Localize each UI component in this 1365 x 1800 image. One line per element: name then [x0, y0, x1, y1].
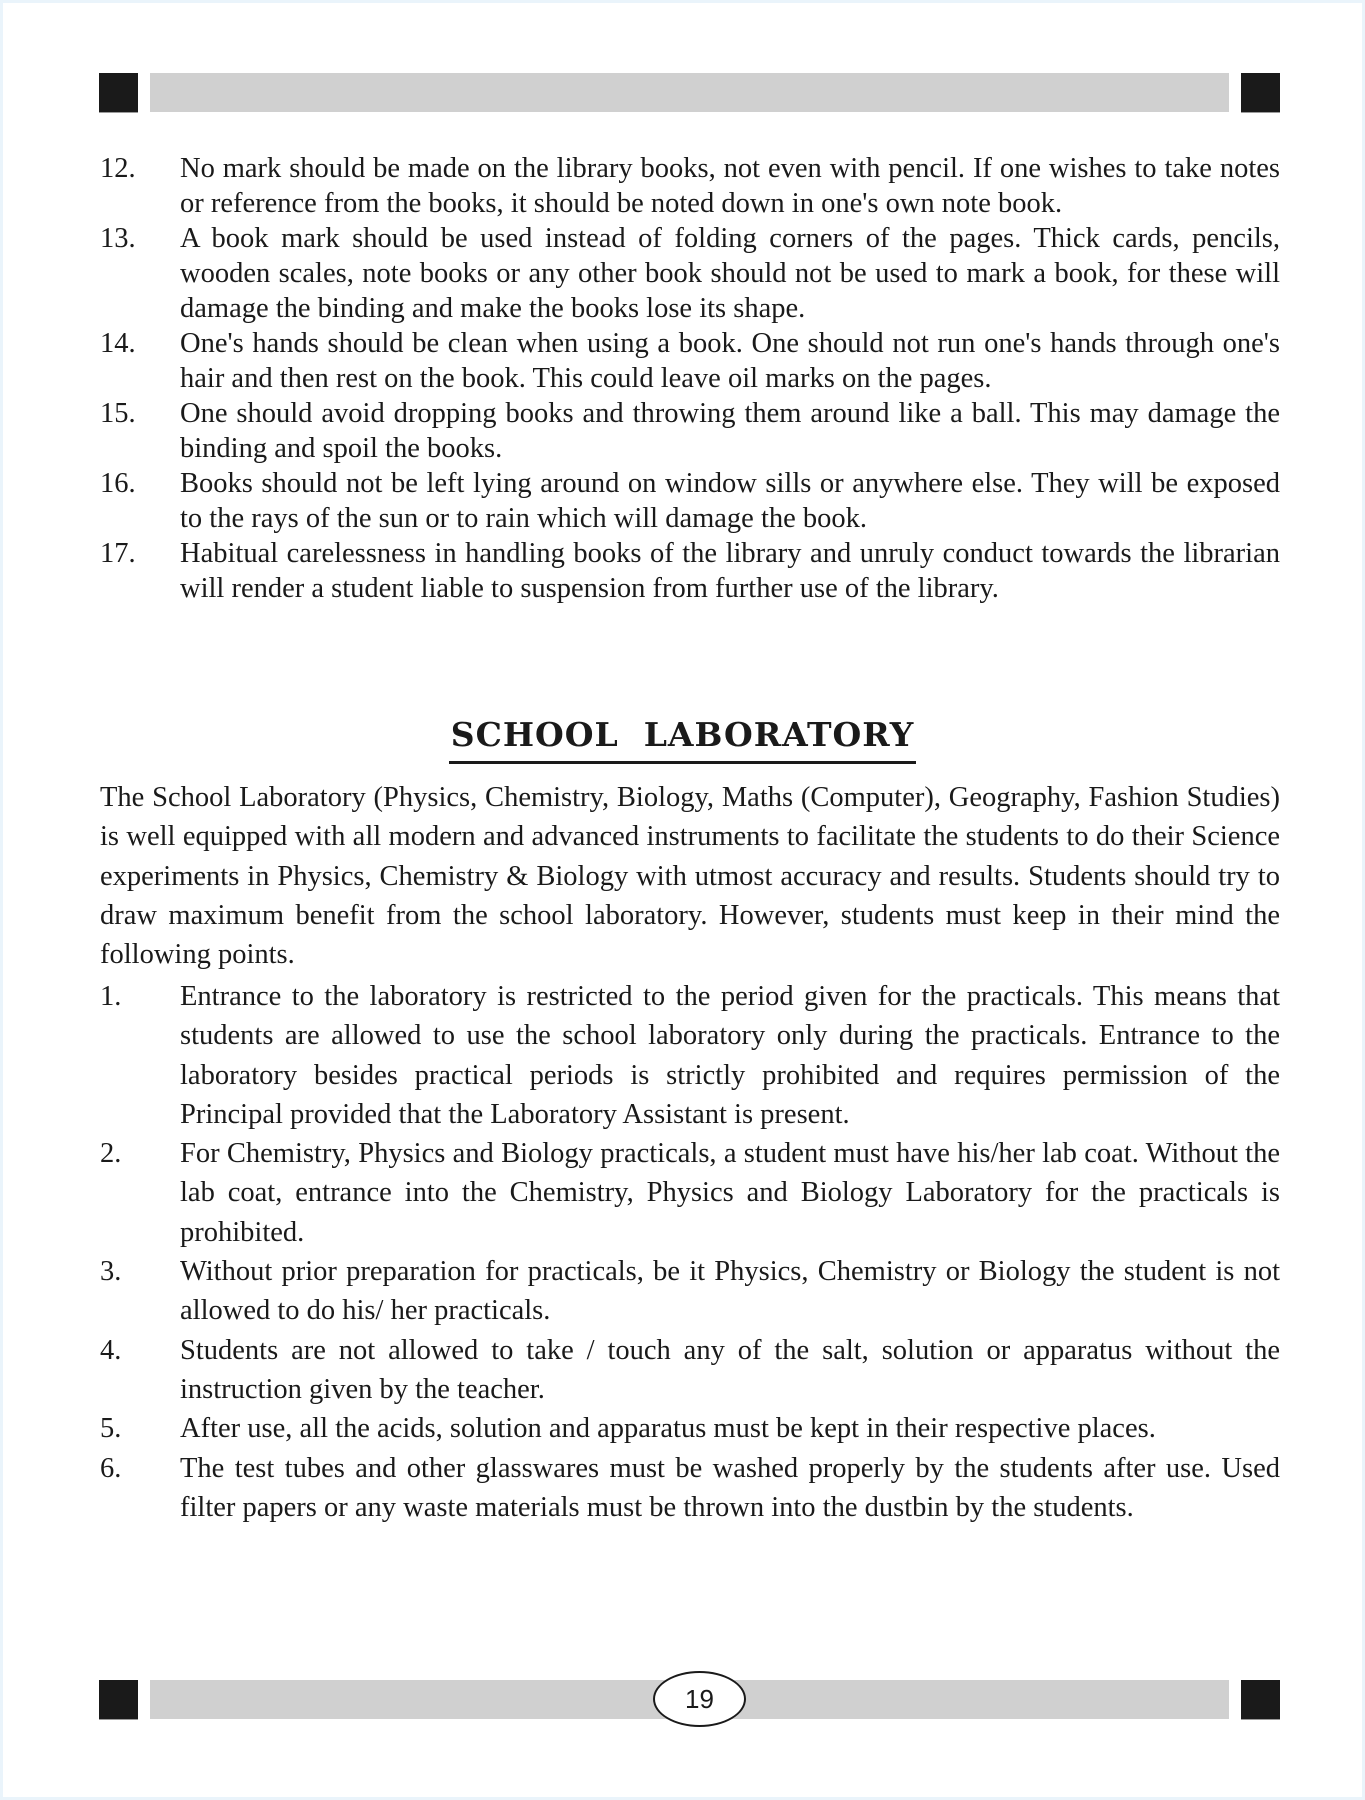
item-text: The test tubes and other glasswares must be washed properly by the students after use. Used filter papers or any waste materials must be thrown into the dustbin by the students. [180, 1452, 1280, 1523]
item-text: For Chemistry, Physics and Biology practicals, a student must have his/her lab coat. Without the lab coat, entrance into the Chemistry, Physics and Biology Laboratory for the practicals is prohibited. [180, 1138, 1280, 1248]
item-text: No mark should be made on the library books, not even with pencil. If one wishes to take notes or reference from the books, it should be noted down in one's own note book. [180, 153, 1280, 219]
section-intro-paragraph: The School Laboratory (Physics, Chemistry, Biology, Maths (Computer), Geography, Fashion Studies) is well equipped with all modern and advanced instruments to facilitate the students to do their Science experiments in Physics, Chemistry & Biology with utmost accuracy and results. Students should try to draw maximum benefit from the school laboratory. However, students must keep in their mind the following points. [100, 782, 1280, 971]
item-text: Books should not be left lying around on window sills or anywhere else. They will be exposed to the rays of the sun or to rain which will damage the book. [180, 468, 1280, 534]
library-rules-list [100, 151, 1280, 606]
item-text: Habitual carelessness in handling books of the library and unruly conduct towards the librarian will render a student liable to suspension from further use of the library. [180, 538, 1280, 604]
item-text: Without prior preparation for practicals, be it Physics, Chemistry or Biology the student is not allowed to do his/ her practicals. [180, 1256, 1280, 1327]
list-item [100, 1134, 1280, 1252]
lab-rules-list [100, 977, 1280, 1527]
item-text: One should avoid dropping books and throwing them around like a ball. This may damage the binding and spoil the books. [180, 398, 1280, 464]
page-number-badge [653, 1671, 746, 1727]
header-left-square [99, 73, 138, 112]
list-item [100, 536, 1280, 606]
item-number: 12. [100, 153, 136, 184]
page-number: 19 [685, 1683, 714, 1714]
list-item [100, 221, 1280, 326]
item-text: One's hands should be clean when using a book. One should not run one's hands through one's hair and then rest on the book. This could leave oil marks on the pages. [180, 328, 1280, 394]
list-item [100, 151, 1280, 221]
list-item [100, 326, 1280, 396]
item-number: 3. [100, 1256, 122, 1288]
item-text: Entrance to the laboratory is restricted to the period given for the practicals. This means that students are allowed to use the school laboratory only during the practicals. Entrance to the laboratory besides practical periods is strictly prohibited and requires permission of the Principal provided that the Laboratory Assistant is present. [180, 981, 1280, 1130]
footer-left-square [99, 1680, 138, 1719]
item-text: A book mark should be used instead of folding corners of the pages. Thick cards, pencils, wooden scales, note books or any other book should not be used to mark a book, for these will damage the binding and make the books lose its shape. [180, 223, 1280, 324]
list-item [100, 396, 1280, 466]
item-text: After use, all the acids, solution and apparatus must be kept in their respective places. [180, 1413, 1156, 1445]
item-number: 4. [100, 1334, 122, 1366]
section-title: SCHOOL LABORATORY [449, 715, 917, 764]
header-gray-bar [150, 73, 1229, 112]
list-item [100, 1252, 1280, 1331]
header-right-square [1241, 73, 1280, 112]
item-number: 17. [100, 538, 136, 569]
item-number: 5. [100, 1413, 122, 1445]
list-item [100, 1409, 1280, 1448]
list-item [100, 466, 1280, 536]
item-number: 15. [100, 398, 136, 429]
footer-right-square [1241, 1680, 1280, 1719]
section-heading [3, 715, 1362, 764]
list-item [100, 1449, 1280, 1528]
item-text: Students are not allowed to take / touch any of the salt, solution or apparatus without the instruction given by the teacher. [180, 1334, 1280, 1405]
list-item [100, 1331, 1280, 1410]
item-number: 16. [100, 468, 136, 499]
item-number: 14. [100, 328, 136, 359]
item-number: 13. [100, 223, 136, 254]
header-decoration [3, 73, 1362, 112]
item-number: 2. [100, 1138, 122, 1170]
document-page [3, 3, 1362, 1797]
item-number: 1. [100, 981, 122, 1012]
item-number: 6. [100, 1452, 122, 1484]
list-item [100, 977, 1280, 1134]
